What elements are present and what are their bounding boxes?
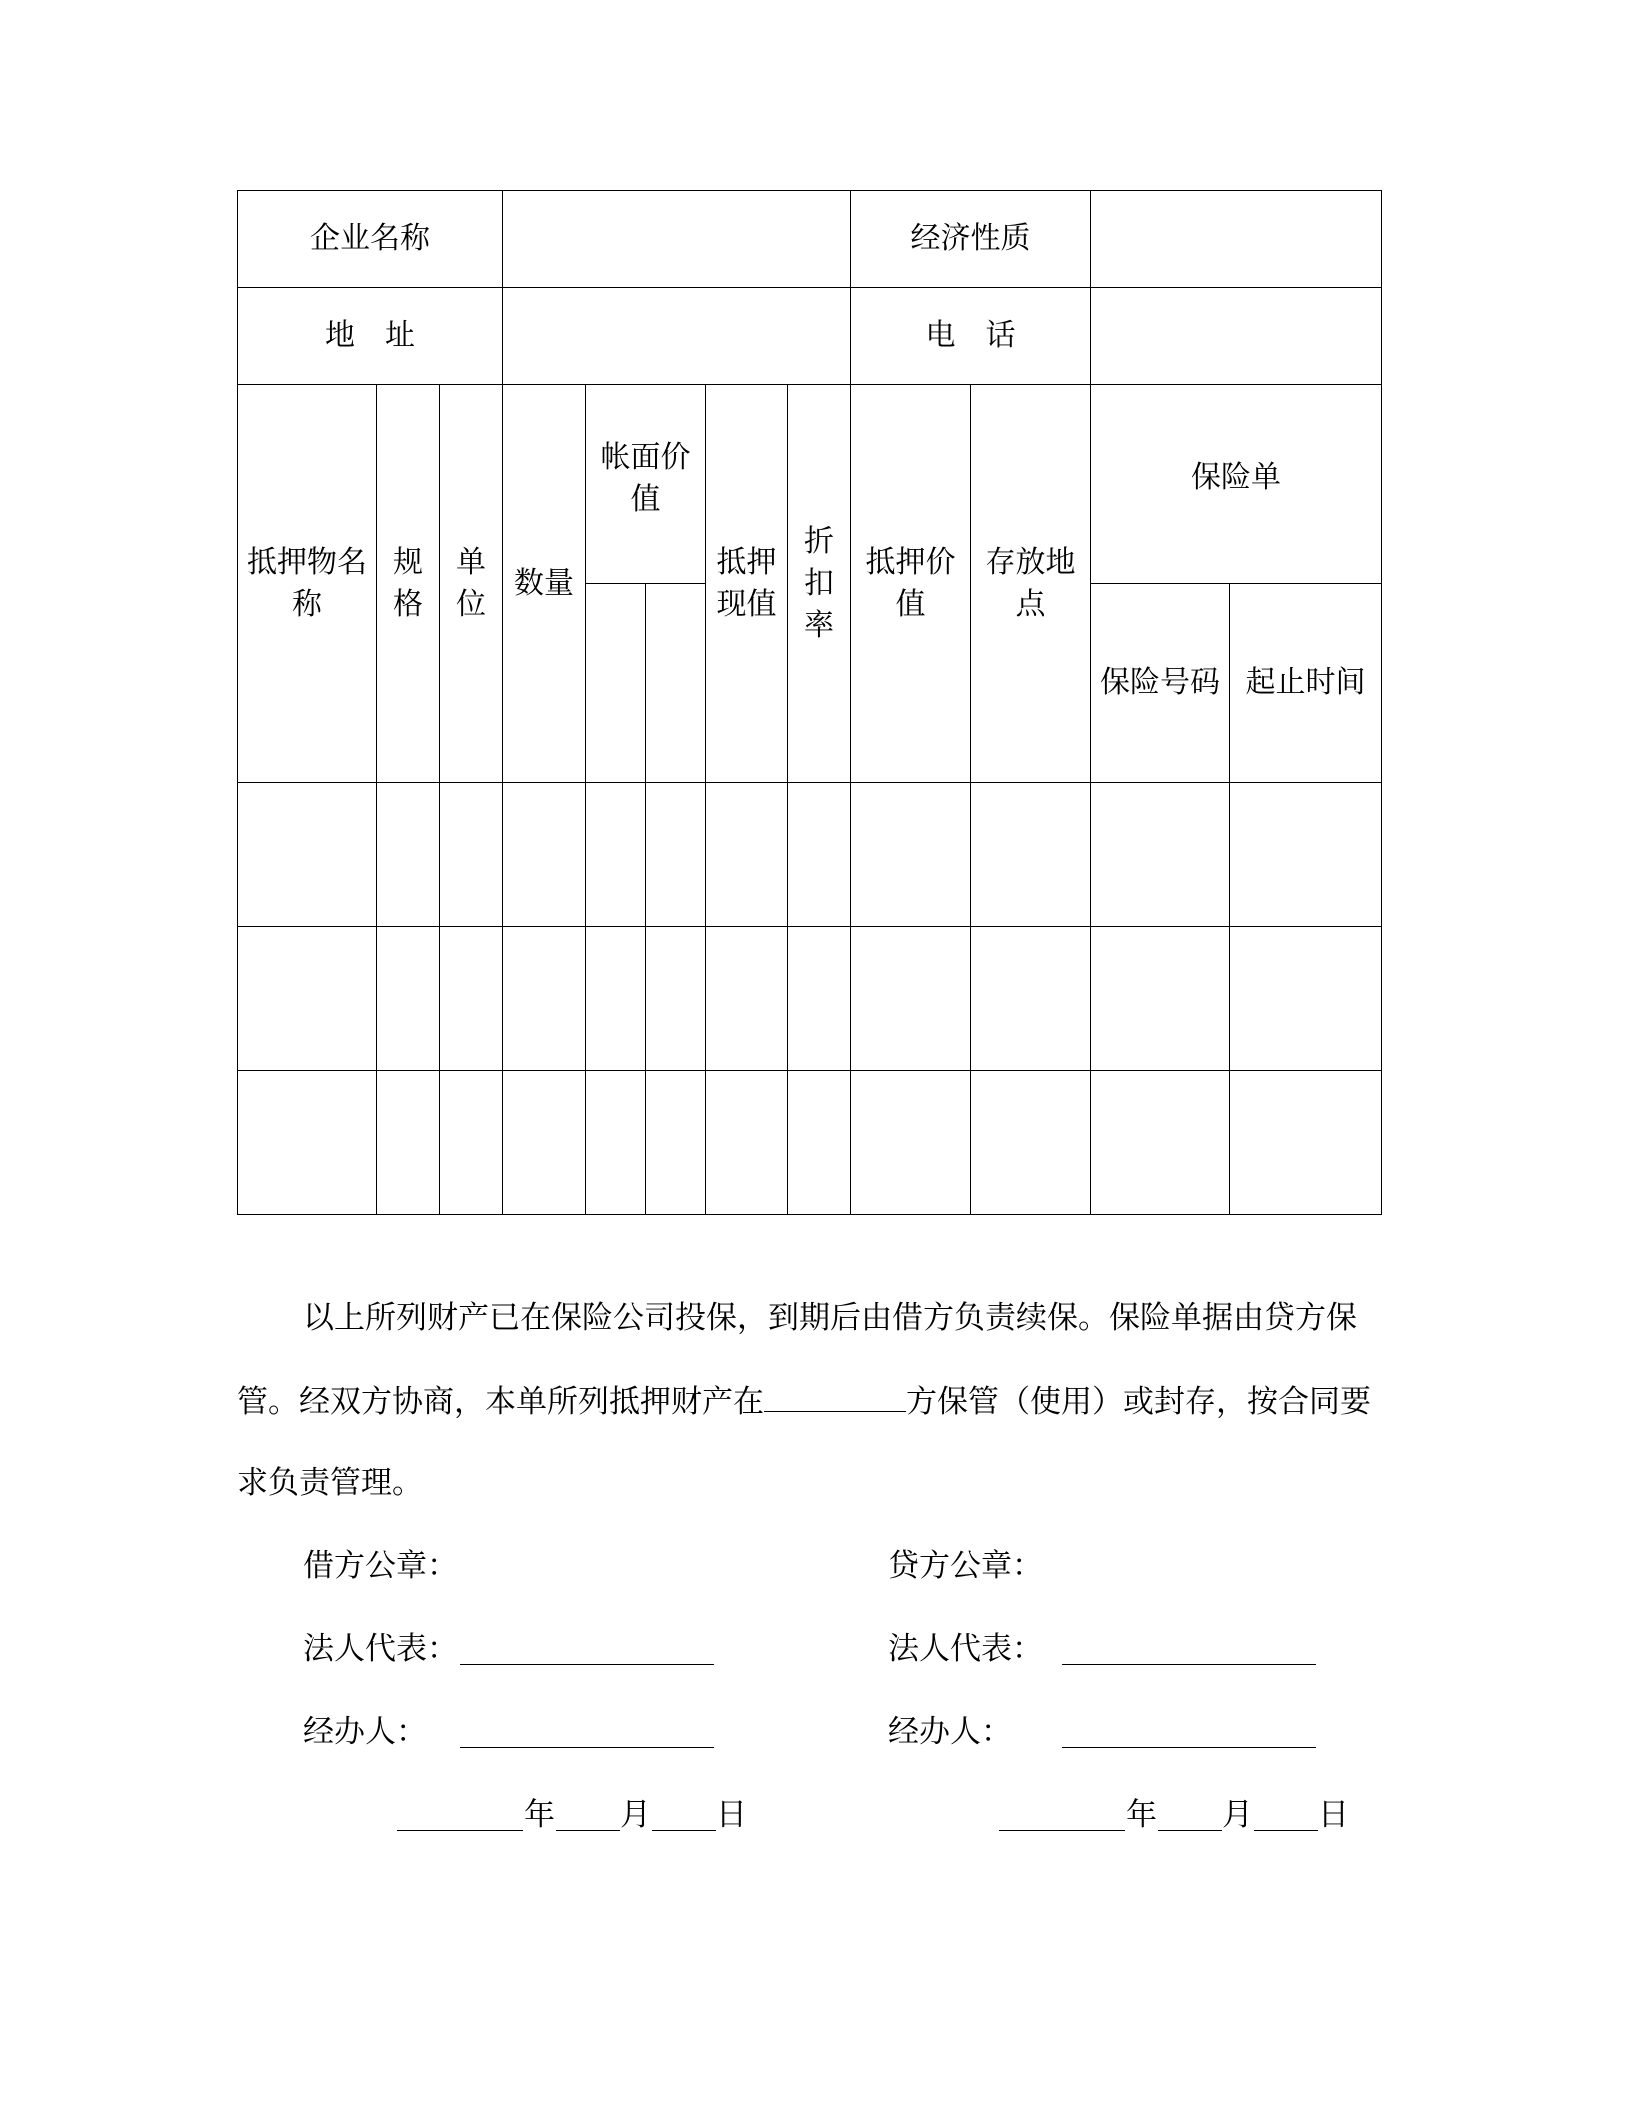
table-cell (851, 783, 971, 927)
header-insurance-policy: 保险单 (1091, 385, 1382, 584)
custody-party-blank[interactable] (764, 1381, 906, 1412)
paragraph-line-2-part-1: 管。经双方协商，本单所列抵押财产在 (237, 1384, 764, 1420)
address-label: 地 址 (238, 288, 503, 385)
table-cell (971, 783, 1091, 927)
phone-label: 电 话 (851, 288, 1091, 385)
table-cell (788, 927, 851, 1071)
lender-month-label: 月 (1222, 1797, 1253, 1833)
table-cell (851, 1071, 971, 1215)
borrower-year-label: 年 (524, 1797, 555, 1833)
borrower-legal-rep-line[interactable] (460, 1664, 714, 1665)
table-cell (377, 927, 440, 1071)
table-cell (971, 1071, 1091, 1215)
company-name-label: 企业名称 (238, 191, 503, 288)
paragraph-line-3: 求负责管理。 (237, 1465, 423, 1501)
table-cell (1230, 927, 1382, 1071)
header-storage-location: 存放地点 (971, 385, 1091, 783)
header-current-value: 抵押现值 (706, 385, 788, 783)
header-unit: 单位 (440, 385, 503, 783)
table-row-company (238, 191, 1382, 288)
borrower-handler-label: 经办人： (303, 1714, 427, 1750)
lender-day-line[interactable] (1254, 1830, 1318, 1831)
table-cell (586, 1071, 646, 1215)
economic-nature-value (1091, 191, 1382, 288)
table-header-row-1 (238, 385, 1382, 584)
header-quantity: 数量 (503, 385, 586, 783)
borrower-seal-label: 借方公章： (303, 1548, 458, 1584)
borrower-handler-line[interactable] (460, 1747, 714, 1748)
header-book-value: 帐面价值 (586, 385, 706, 584)
header-book-value-sub-1 (586, 584, 646, 783)
table-cell (1230, 783, 1382, 927)
table-cell (503, 1071, 586, 1215)
table-cell (1091, 927, 1230, 1071)
borrower-year-line[interactable] (397, 1830, 523, 1831)
table-cell (440, 783, 503, 927)
phone-value (1091, 288, 1382, 385)
table-cell (971, 927, 1091, 1071)
table-cell (1091, 1071, 1230, 1215)
lender-handler-label: 经办人： (888, 1714, 1012, 1750)
lender-legal-rep-label: 法人代表： (888, 1631, 1043, 1667)
table-cell (706, 783, 788, 927)
header-collateral-name: 抵押物名称 (238, 385, 377, 783)
lender-year-line[interactable] (999, 1830, 1125, 1831)
mortgage-collateral-table-main (237, 190, 1382, 1215)
header-discount-rate: 折扣率 (788, 385, 851, 783)
table-cell (1091, 783, 1230, 927)
table-cell (646, 927, 706, 1071)
lender-handler-line[interactable] (1062, 1747, 1316, 1748)
table-cell (503, 927, 586, 1071)
header-policy-number: 保险号码 (1091, 584, 1230, 783)
table-cell (851, 927, 971, 1071)
table-cell (440, 1071, 503, 1215)
borrower-month-label: 月 (620, 1797, 651, 1833)
table-cell (238, 1071, 377, 1215)
borrower-day-label: 日 (716, 1797, 747, 1833)
header-period: 起止时间 (1230, 584, 1382, 783)
address-value (503, 288, 851, 385)
table-row (238, 783, 1382, 927)
company-name-value (503, 191, 851, 288)
table-cell (586, 927, 646, 1071)
paragraph-line-2-part-2: 方保管（使用）或封存，按合同要 (906, 1384, 1371, 1420)
paragraph-line-1: 以上所列财产已在保险公司投保，到期后由借方负责续保。保险单据由贷方保 (303, 1300, 1357, 1336)
borrower-day-line[interactable] (652, 1830, 716, 1831)
table-row (238, 1071, 1382, 1215)
table-cell (238, 783, 377, 927)
header-spec: 规格 (377, 385, 440, 783)
borrower-month-line[interactable] (556, 1830, 620, 1831)
table-cell (1230, 1071, 1382, 1215)
table-cell (706, 927, 788, 1071)
borrower-legal-rep-label: 法人代表： (303, 1631, 458, 1667)
table-cell (503, 783, 586, 927)
header-book-value-sub-2 (646, 584, 706, 783)
lender-legal-rep-line[interactable] (1062, 1664, 1316, 1665)
table-cell (238, 927, 377, 1071)
table-cell (788, 1071, 851, 1215)
paragraph-line-2 (237, 1381, 1381, 1422)
table-cell (788, 783, 851, 927)
lender-day-label: 日 (1318, 1797, 1349, 1833)
table-cell (646, 783, 706, 927)
table-cell (706, 1071, 788, 1215)
table-cell (646, 1071, 706, 1215)
lender-seal-label: 贷方公章： (888, 1548, 1043, 1584)
table-cell (440, 927, 503, 1071)
table-cell (586, 783, 646, 927)
lender-month-line[interactable] (1158, 1830, 1222, 1831)
table-row (238, 927, 1382, 1071)
economic-nature-label: 经济性质 (851, 191, 1091, 288)
table-cell (377, 783, 440, 927)
table-cell (377, 1071, 440, 1215)
table-row-address (238, 288, 1382, 385)
header-mortgage-value: 抵押价值 (851, 385, 971, 783)
lender-year-label: 年 (1126, 1797, 1157, 1833)
